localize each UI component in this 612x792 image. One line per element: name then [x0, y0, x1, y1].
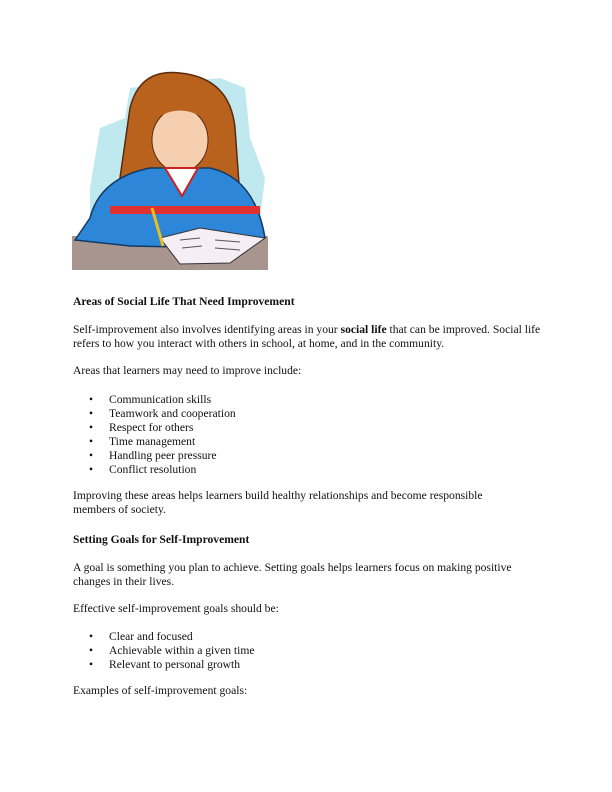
list-item: • Time management: [73, 435, 553, 449]
areas-closing: Improving these areas helps learners build healthy relationships and become responsible members of society.: [73, 489, 483, 516]
areas-intro: Areas that learners may need to improve include:: [73, 364, 302, 377]
goals-paragraph: A goal is something you plan to achieve. Setting goals helps learners focus on making positive changes in their lives.: [73, 561, 512, 588]
examples-intro: Examples of self-improvement goals:: [73, 684, 248, 697]
list-item: • Teamwork and cooperation: [73, 407, 553, 421]
section-heading-goals: Setting Goals for Self-Improvement: [73, 533, 250, 546]
goals-intro: Effective self-improvement goals should be:: [73, 602, 279, 615]
text: Self-improvement also involves identifying areas in your: [73, 323, 341, 336]
list-item: • Communication skills: [73, 393, 553, 407]
list-item: • Achievable within a given time: [73, 644, 553, 658]
text: that can be improved. Social life refers to how you interact with others in school, at home, and in the community.: [73, 323, 541, 350]
girl-writing-illustration: [70, 68, 270, 272]
list-item: • Conflict resolution: [73, 463, 553, 477]
areas-list: [73, 393, 553, 477]
list-item: • Relevant to personal growth: [73, 658, 553, 672]
section-heading-social-life: Areas of Social Life That Need Improvement: [73, 295, 295, 308]
list-item: • Handling peer pressure: [73, 449, 553, 463]
bold-term: social life: [340, 323, 387, 336]
list-item: • Clear and focused: [73, 630, 553, 644]
goals-list: [73, 630, 553, 672]
social-life-paragraph: [73, 323, 553, 351]
list-item: • Respect for others: [73, 421, 553, 435]
